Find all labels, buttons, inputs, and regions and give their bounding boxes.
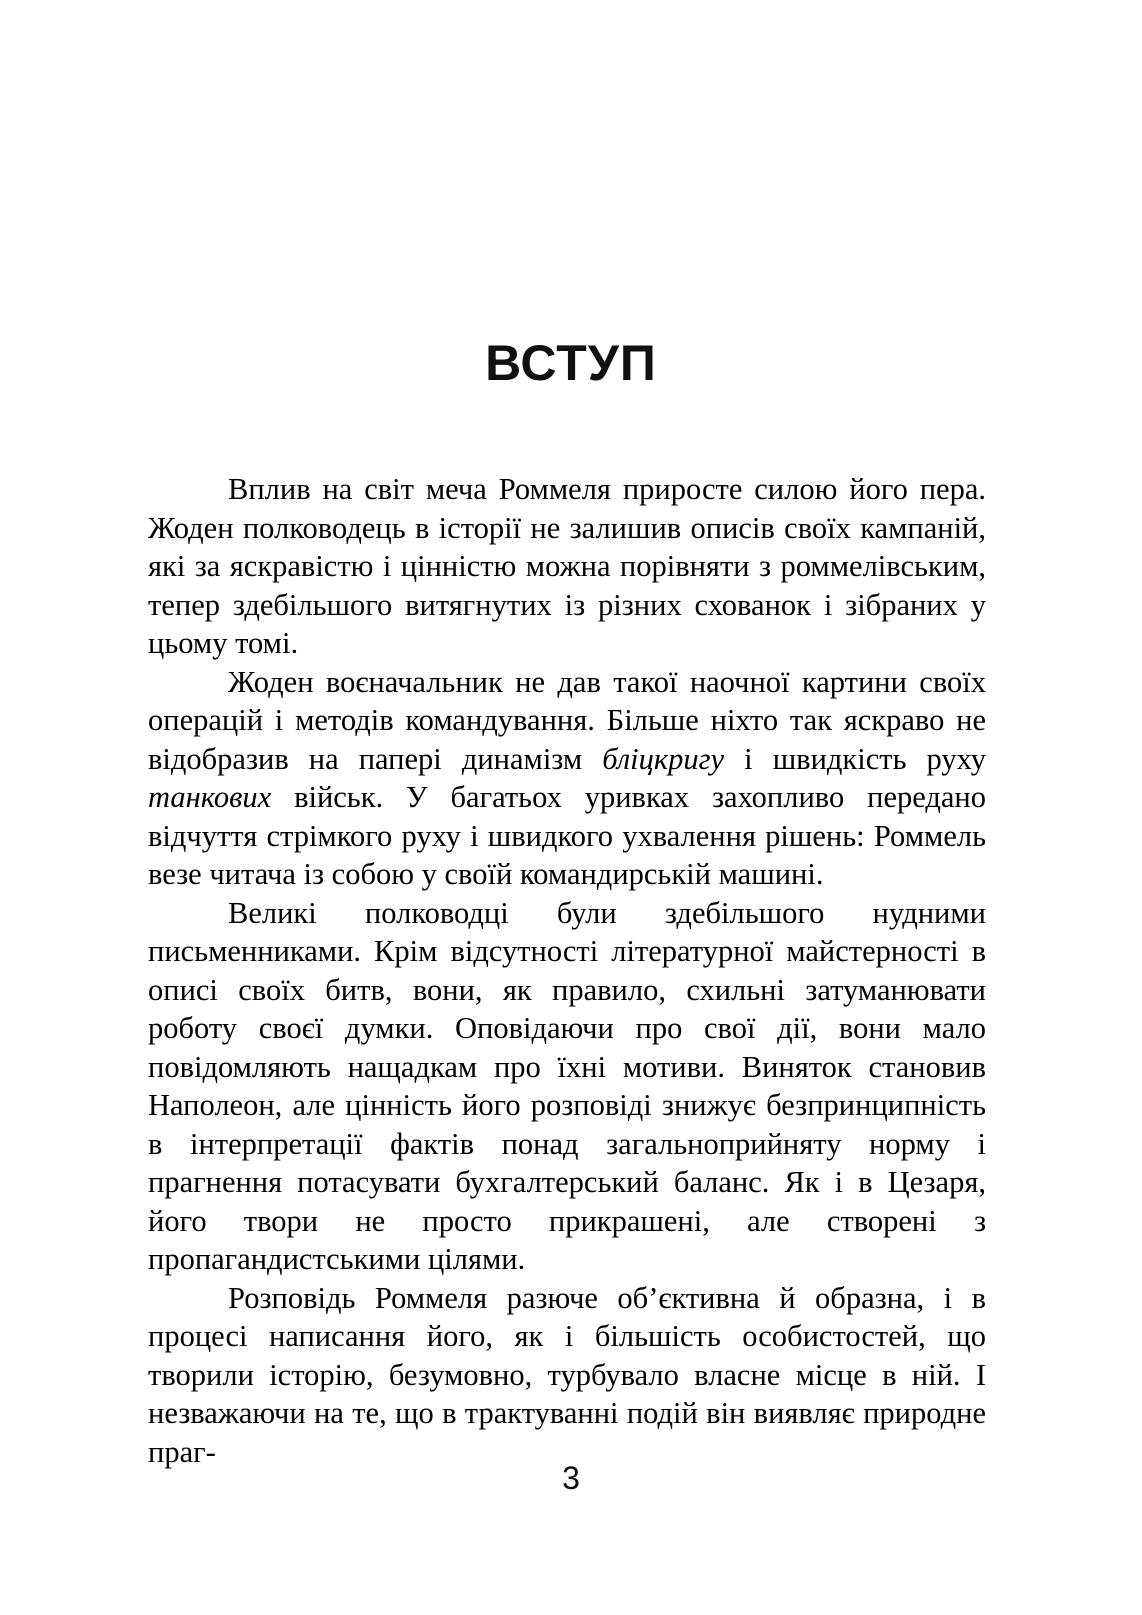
text-run: і швидкість руху <box>724 741 986 776</box>
emphasis-term: бліцкригу <box>602 741 725 776</box>
text-run: Жоден воєначальник не дав такої наочної картини своїх операцій і методів командування. Більше ніхто так яскраво не відобразив на папері динамізм <box>148 664 986 776</box>
page-number: 3 <box>562 1460 580 1496</box>
body-text-block <box>148 470 986 1471</box>
emphasis-term: танкових <box>148 780 272 814</box>
paragraph-3 <box>148 894 986 1279</box>
text-run: Вплив на світ меча Роммеля приросте силою його пера. Жоден полководець в історії не залишив описів своїх кампаній, які за яскравістю і цінністю можна порівняти з роммелівським, тепер здебільшого витягнутих із різних схованок і зібраних у цьому томі. <box>148 472 986 660</box>
text-run: Великі полководці були здебільшого нудними письменниками. Крім відсутності літературної майстерності в описі своїх битв, вони, як правило, схильні затуманювати роботу своєї думки. Оповідаючи про свої дії, вони мало повідомляють нащадкам про їхні мотиви. Виняток становив Наполеон, але цінність його розповіді знижує безпринципність в інтерпретації фактів понад загальноприйняту норму і прагнення потасувати бухгалтерський баланс. Як і в Цезаря, його твори не просто прикрашені, але створені з пропагандистськими цілями. <box>148 895 986 1276</box>
paragraph-2 <box>148 663 986 894</box>
paragraph-4 <box>148 1279 986 1472</box>
text-run: Розповідь Роммеля разюче об’єктивна й образна, і в процесі написання його, як і більшість особистостей, що творили історію, безумовно, турбувало власне місце в ній. І незважаючи на те, що в трактуванні подій він виявляє природне праг- <box>148 1280 986 1469</box>
paragraph-1 <box>148 470 986 663</box>
text-run: військ. У багатьох уривках захопливо передано відчуття стрімкого руху і швидкого ухвалення рішень: Роммель везе читача із собою у своїй командирській машині. <box>148 780 986 891</box>
page-title: ВСТУП <box>485 335 657 391</box>
